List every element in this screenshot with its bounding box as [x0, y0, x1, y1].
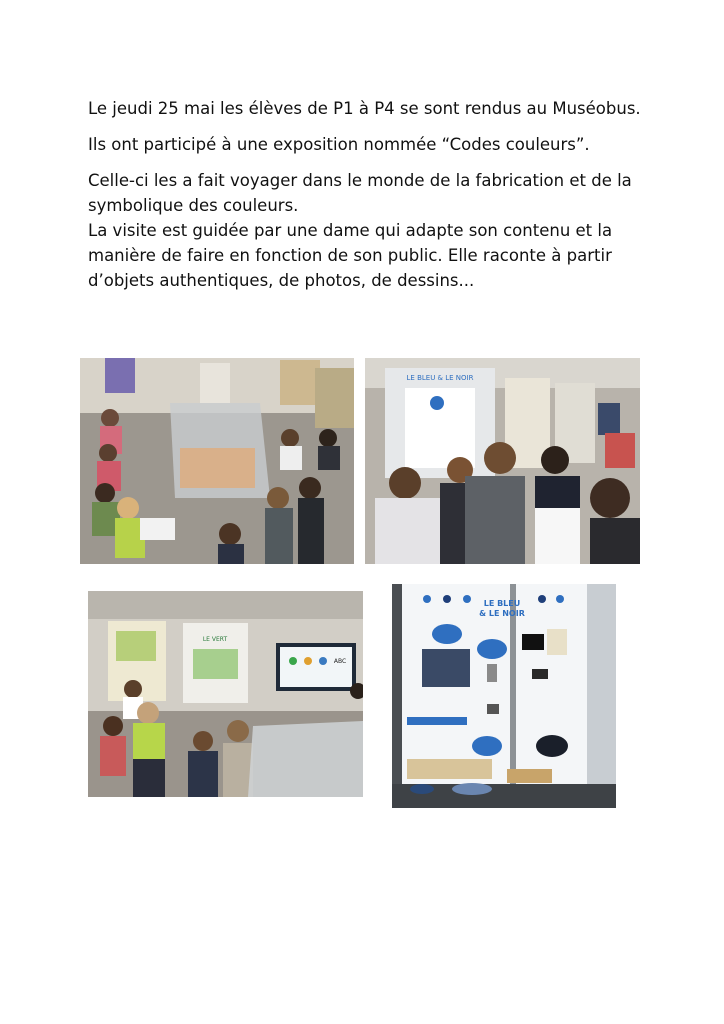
photo-children-around-cases: [80, 358, 354, 564]
description-line: d’objets authentiques, de photos, de dessins...: [88, 271, 475, 290]
photo3-screen-text: ABC: [333, 658, 347, 665]
description-line: manière de faire en fonction de son public. Elle raconte à partir: [88, 246, 612, 265]
description-line: symbolique des couleurs.: [88, 196, 299, 215]
photo-group-with-screen: [88, 591, 363, 797]
paragraph-description: [88, 168, 648, 293]
photo-children-facing-display: [365, 358, 640, 564]
description-line: La visite est guidée par une dame qui adapte son contenu et la: [88, 221, 613, 240]
photo-blue-black-display-case: [392, 584, 616, 808]
description-line: Celle-ci les a fait voyager dans le monde de la fabrication et de la: [88, 171, 632, 190]
photo4-sign-line1: LE BLEU: [483, 599, 521, 608]
paragraph-intro: Le jeudi 25 mai les élèves de P1 à P4 se sont rendus au Muséobus.: [88, 99, 641, 118]
photo4-sign-line2: & LE NOIR: [479, 609, 525, 618]
photo2-sign-text: LE BLEU & LE NOIR: [406, 374, 474, 382]
photo3-sign-text: LE VERT: [202, 636, 228, 643]
paragraph-exhibition: Ils ont participé à une exposition nommée “Codes couleurs”.: [88, 135, 590, 154]
